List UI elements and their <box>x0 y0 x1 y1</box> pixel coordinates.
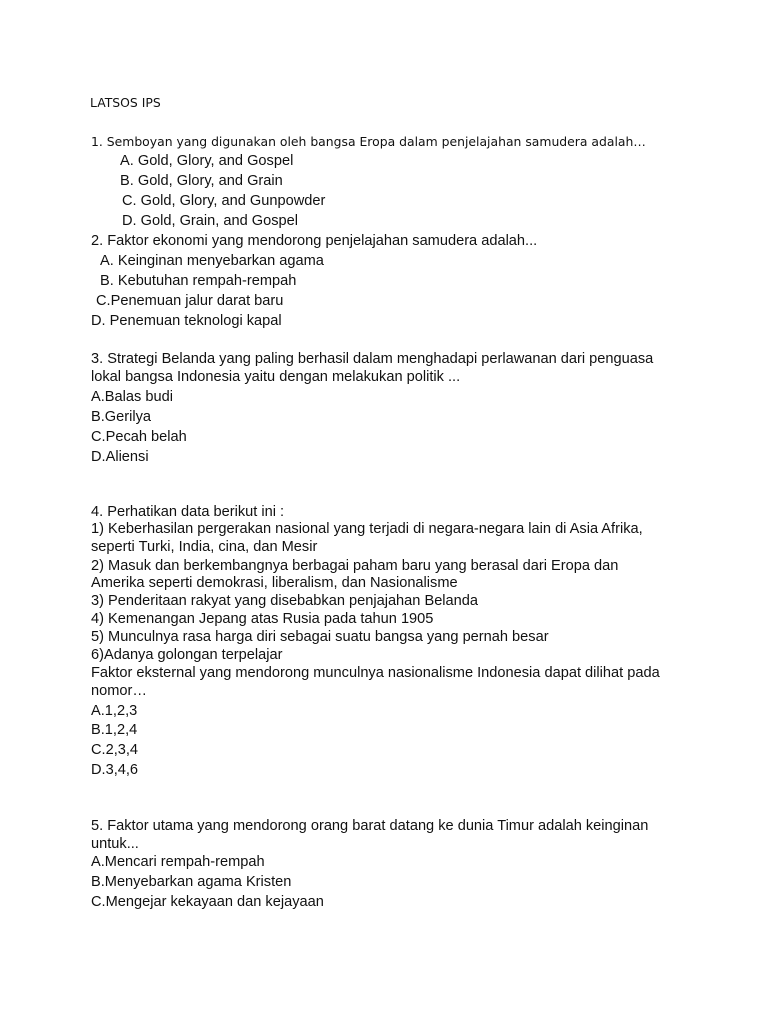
question-4-item: 6)Adanya golongan terpelajar <box>91 647 283 663</box>
question-4-item: 3) Penderitaan rakyat yang disebabkan penjajahan Belanda <box>91 593 479 609</box>
question-3-option-a: A.Balas budi <box>91 389 173 405</box>
question-4-option-d: D.3,4,6 <box>91 762 139 778</box>
question-5-text-line-2: untuk... <box>91 836 139 852</box>
question-4-text-line-1: Faktor eksternal yang mendorong munculnya nasionalisme Indonesia dapat dilihat pada <box>91 665 660 681</box>
question-2-text: 2. Faktor ekonomi yang mendorong penjelajahan samudera adalah... <box>91 233 538 249</box>
question-1-text: 1. Semboyan yang digunakan oleh bangsa Eropa dalam penjelajahan samudera adalah… <box>91 134 646 149</box>
question-1-option-d: D. Gold, Grain, and Gospel <box>122 213 299 229</box>
question-4-option-b: B.1,2,4 <box>91 722 138 738</box>
question-5-option-c: C.Mengejar kekayaan dan kejayaan <box>91 894 324 910</box>
question-4-item: 4) Kemenangan Jepang atas Rusia pada tahun 1905 <box>91 611 434 627</box>
question-3-text-line-2: lokal bangsa Indonesia yaitu dengan melakukan politik ... <box>91 369 461 385</box>
question-4-item: 1) Keberhasilan pergerakan nasional yang terjadi di negara-negara lain di Asia Afrika, <box>91 521 643 537</box>
question-1-option-b: B. Gold, Glory, and Grain <box>120 173 283 189</box>
question-4-item: seperti Turki, India, cina, dan Mesir <box>91 539 318 555</box>
question-2-option-b: B. Kebutuhan rempah-rempah <box>100 273 297 289</box>
question-5-option-a: A.Mencari rempah-rempah <box>91 854 265 870</box>
question-1-option-a: A. Gold, Glory, and Gospel <box>120 153 294 169</box>
question-4-item: 2) Masuk dan berkembangnya berbagai paham baru yang berasal dari Eropa dan <box>91 558 619 574</box>
question-2-option-c: C.Penemuan jalur darat baru <box>96 293 284 309</box>
question-3-text-line-1: 3. Strategi Belanda yang paling berhasil dalam menghadapi perlawanan dari penguasa <box>91 351 654 367</box>
question-4-intro: 4. Perhatikan data berikut ini : <box>91 504 285 520</box>
question-4-option-a: A.1,2,3 <box>91 703 138 719</box>
question-1-option-c: C. Gold, Glory, and Gunpowder <box>122 193 326 209</box>
question-2-option-a: A. Keinginan menyebarkan agama <box>100 253 324 269</box>
document-title: LATSOS IPS <box>90 95 161 110</box>
question-4-item: Amerika seperti demokrasi, liberalism, dan Nasionalisme <box>91 575 458 591</box>
question-3-option-b: B.Gerilya <box>91 409 152 425</box>
question-4-text-line-2: nomor… <box>91 683 147 699</box>
question-3-option-d: D.Aliensi <box>91 449 149 465</box>
question-4-option-c: C.2,3,4 <box>91 742 139 758</box>
question-2-option-d: D. Penemuan teknologi kapal <box>91 313 282 329</box>
question-4-item: 5) Munculnya rasa harga diri sebagai suatu bangsa yang pernah besar <box>91 629 549 645</box>
question-5-text-line-1: 5. Faktor utama yang mendorong orang barat datang ke dunia Timur adalah keinginan <box>91 818 649 834</box>
question-3-option-c: C.Pecah belah <box>91 429 187 445</box>
question-5-option-b: B.Menyebarkan agama Kristen <box>91 874 292 890</box>
